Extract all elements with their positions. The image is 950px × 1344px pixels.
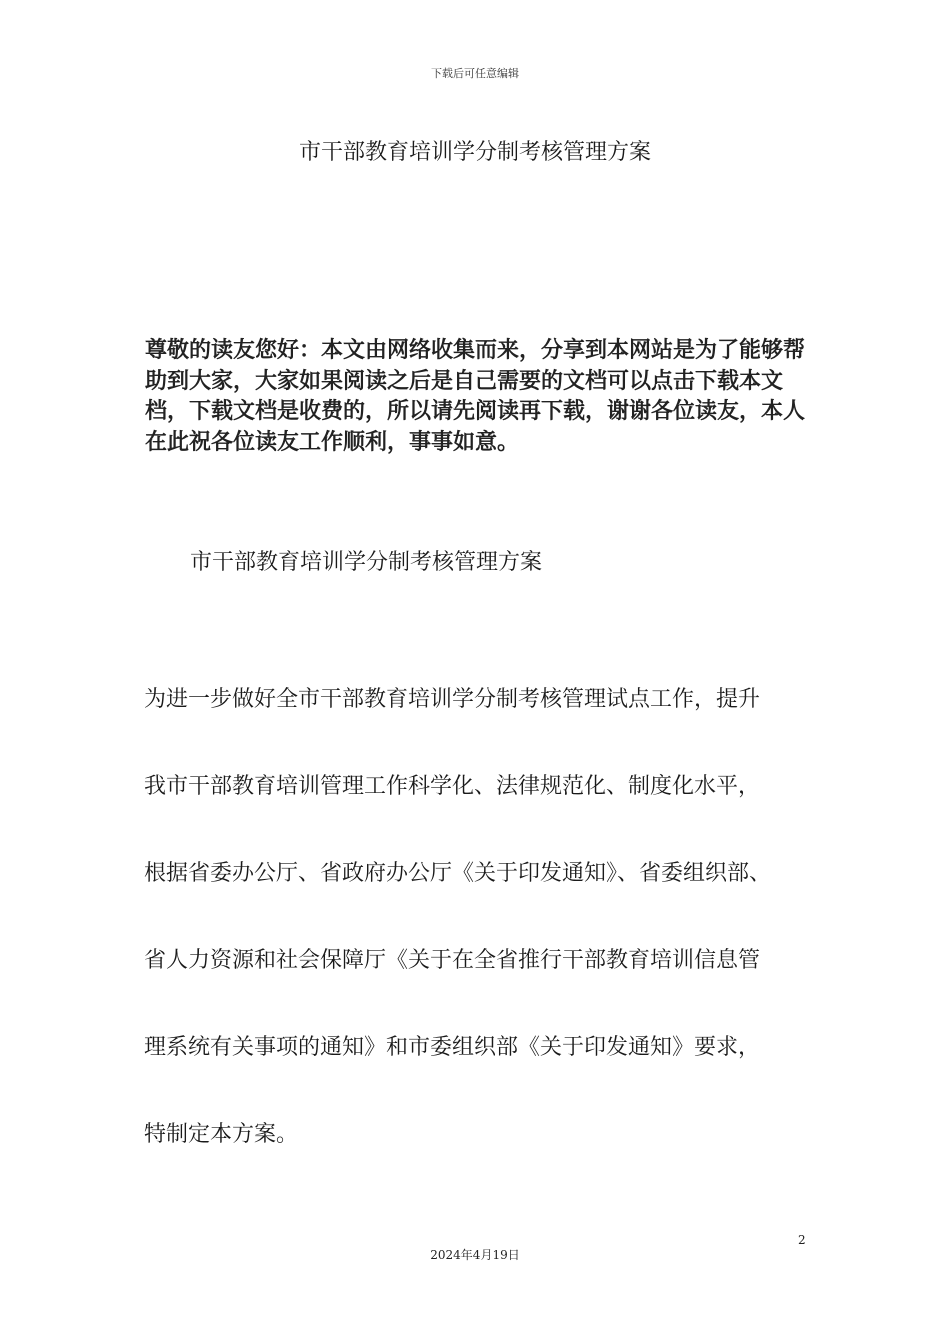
reader-greeting-paragraph: 尊敬的读友您好：本文由网络收集而来，分享到本网站是为了能够帮助到大家，大家如果阅读之后是自己需要的文档可以点击下载本文档，下载文档是收费的，所以请先阅读再下载，谢谢各位读友，本人在此祝各位读友工作顺利，事事如意。 [145,338,806,455]
footer-date: 2024年4月19日 [430,1248,520,1262]
header-note: 下载后可任意编辑 [431,67,519,80]
document-title: 市干部教育培训学分制考核管理方案 [298,140,651,165]
body-line: 理系统有关事项的通知》和市委组织部《关于印发通知》要求， [144,1035,761,1060]
body-line: 为进一步做好全市干部教育培训学分制考核管理试点工作，提升 [144,687,761,712]
body-line: 省人力资源和社会保障厅《关于在全省推行干部教育培训信息管 [144,948,761,973]
body-line: 特制定本方案。 [144,1122,299,1147]
body-line: 我市干部教育培训管理工作科学化、法律规范化、制度化水平， [144,774,761,799]
body-line: 根据省委办公厅、省政府办公厅《关于印发通知》、省委组织部、 [144,861,772,886]
page-number: 2 [798,1233,806,1247]
document-subtitle: 市干部教育培训学分制考核管理方案 [190,550,543,575]
